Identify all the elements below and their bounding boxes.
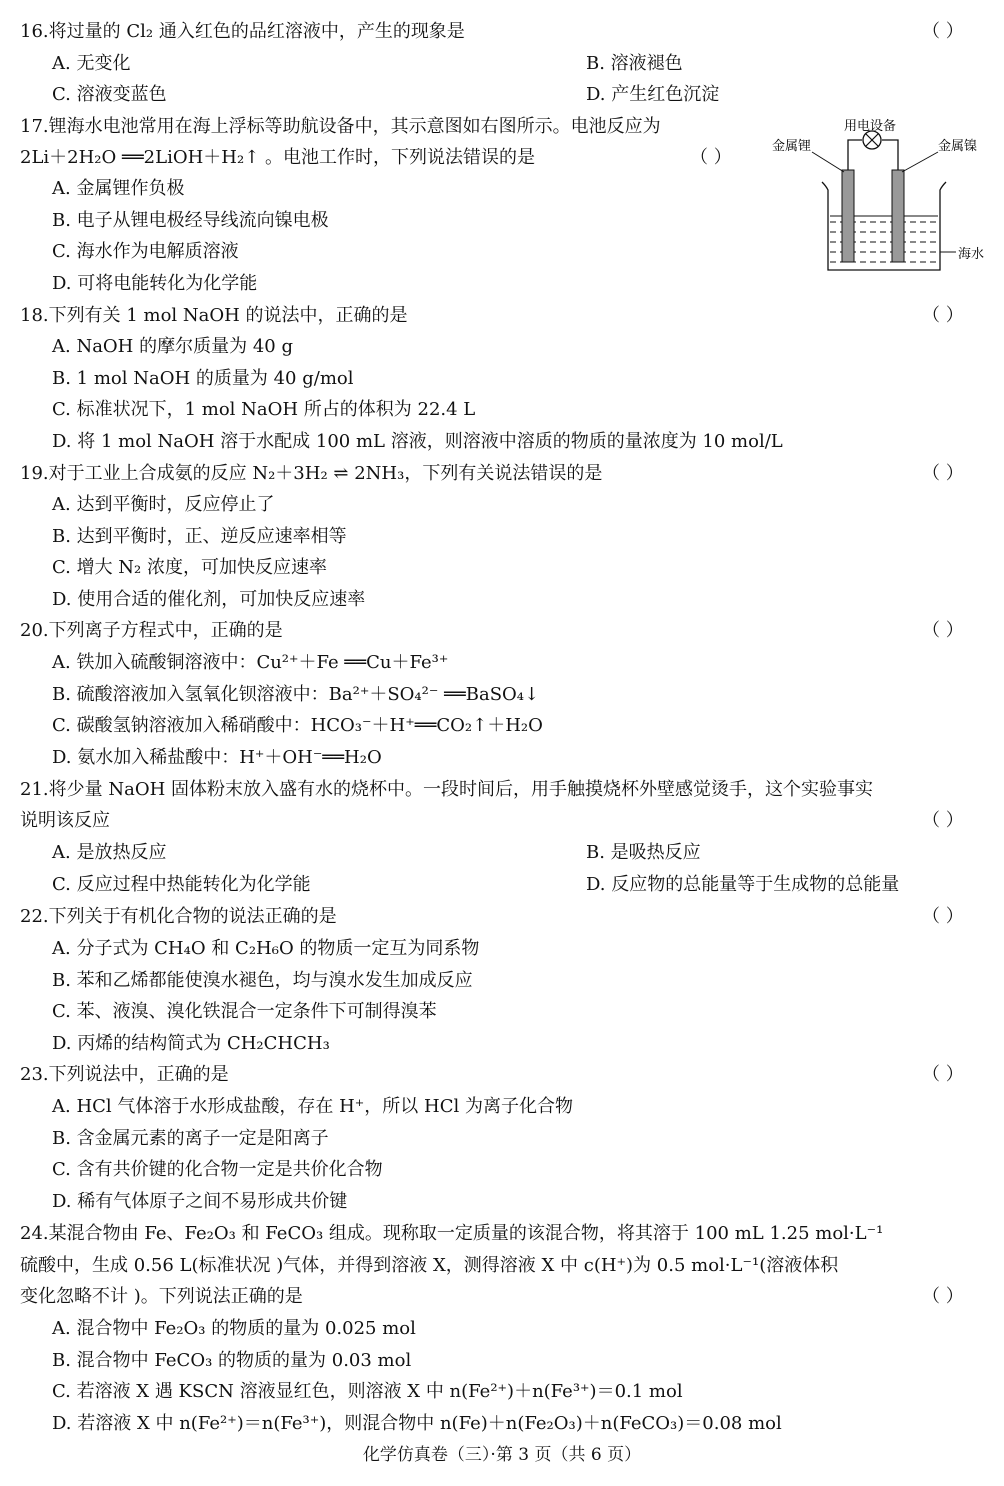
lithium-electrode: [842, 170, 854, 262]
q18-stem: 18.下列有关 1 mol NaOH 的说法中，正确的是: [20, 305, 408, 326]
q21-stem-line1: 21.将少量 NaOH 固体粉末放入盛有水的烧杯中。一段时间后，用手触摸烧杯外壁感觉烫手，这个实验事实: [20, 779, 874, 800]
label-device: 用电设备: [843, 119, 897, 134]
q16-answer-paren: （ ）: [922, 21, 964, 42]
q24-stem-line2: 硫酸中，生成 0.56 L(标准状况 )气体，并得到溶液 X，测得溶液 X 中 c(H⁺)为 0.5 mol·L⁻¹(溶液体积: [20, 1255, 839, 1276]
q20-option-b: B. 硫酸溶液加入氢氧化钡溶液中：Ba²⁺＋SO₄²⁻ ══BaSO₄↓: [52, 684, 540, 705]
q22-option-d: D. 丙烯的结构简式为 CH₂CHCH₃: [52, 1033, 330, 1054]
q21-option-b: B. 是吸热反应: [586, 842, 701, 863]
q17-stem-line1: 17.锂海水电池常用在海上浮标等助航设备中，其示意图如右图所示。电池反应为: [20, 116, 661, 137]
q16-option-b: B. 溶液褪色: [586, 53, 683, 74]
q16-row-ab: [52, 49, 952, 79]
q20-option-a: A. 铁加入硫酸铜溶液中：Cu²⁺＋Fe ══Cu＋Fe³⁺: [52, 652, 449, 673]
label-nickel: 金属镍: [938, 139, 978, 154]
q19-answer-paren: （ ）: [922, 463, 964, 484]
q17-option-b: B. 电子从锂电极经导线流向镍电极: [52, 210, 329, 231]
battery-diagram: [770, 112, 985, 277]
q22-stem: 22.下列关于有机化合物的说法正确的是: [20, 906, 337, 927]
q22-option-b: B. 苯和乙烯都能使溴水褪色，均与溴水发生加成反应: [52, 970, 473, 991]
beaker: [822, 182, 946, 270]
q20-option-d: D. 氨水加入稀盐酸中：H⁺＋OH⁻══H₂O: [52, 747, 382, 768]
q24-option-d: D. 若溶液 X 中 n(Fe²⁺)＝n(Fe³⁺)，则混合物中 n(Fe)＋n(Fe₂O₃)＋n(FeCO₃)＝0.08 mol: [52, 1413, 782, 1434]
q17-option-c: C. 海水作为电解质溶液: [52, 241, 239, 262]
q17-stem-line2: 2Li＋2H₂O ══2LiOH＋H₂↑ 。电池工作时，下列说法错误的是: [20, 147, 536, 168]
q21-option-a: A. 是放热反应: [52, 842, 167, 863]
q24-option-b: B. 混合物中 FeCO₃ 的物质的量为 0.03 mol: [52, 1350, 412, 1371]
q19-option-a: A. 达到平衡时，反应停止了: [52, 494, 275, 515]
q19-option-d: D. 使用合适的催化剂，可加快反应速率: [52, 589, 366, 610]
q23-option-b: B. 含金属元素的离子一定是阳离子: [52, 1128, 329, 1149]
page-footer: 化学仿真卷（三）·第 3 页（共 6 页）: [362, 1445, 642, 1465]
q18-option-c: C. 标准状况下，1 mol NaOH 所占的体积为 22.4 L: [52, 399, 476, 420]
q23-option-c: C. 含有共价键的化合物一定是共价化合物: [52, 1159, 383, 1180]
q19-option-b: B. 达到平衡时，正、逆反应速率相等: [52, 526, 347, 547]
q21-option-d: D. 反应物的总能量等于生成物的总能量: [586, 874, 900, 895]
q20-option-c: C. 碳酸氢钠溶液加入稀硝酸中：HCO₃⁻＋H⁺══CO₂↑＋H₂O: [52, 715, 543, 736]
q19-option-c: C. 增大 N₂ 浓度，可加快反应速率: [52, 557, 327, 578]
q23-stem: 23.下列说法中，正确的是: [20, 1064, 229, 1085]
q24-option-c: C. 若溶液 X 遇 KSCN 溶液显红色，则溶液 X 中 n(Fe²⁺)＋n(Fe³⁺)＝0.1 mol: [52, 1381, 683, 1402]
q24-option-a: A. 混合物中 Fe₂O₃ 的物质的量为 0.025 mol: [52, 1318, 416, 1339]
label-seawater: 海水: [958, 247, 985, 262]
q22-option-c: C. 苯、液溴、溴化铁混合一定条件下可制得溴苯: [52, 1001, 437, 1022]
q20-stem: 20.下列离子方程式中，正确的是: [20, 620, 283, 641]
q16-row-cd: [52, 80, 952, 110]
q17-answer-paren: （ ）: [690, 147, 732, 168]
q17-option-d: D. 可将电能转化为化学能: [52, 273, 258, 294]
q21-option-c: C. 反应过程中热能转化为化学能: [52, 874, 311, 895]
q21-stem-line2: 说明该反应: [20, 810, 110, 831]
label-lithium: 金属锂: [772, 139, 812, 154]
q16-option-c: C. 溶液变蓝色: [52, 84, 167, 105]
q18-answer-paren: （ ）: [922, 305, 964, 326]
q22-option-a: A. 分子式为 CH₄O 和 C₂H₆O 的物质一定互为同系物: [52, 938, 480, 959]
q21-row-ab: [52, 838, 952, 868]
q20-answer-paren: （ ）: [922, 620, 964, 641]
q19-stem: 19.对于工业上合成氨的反应 N₂＋3H₂ ⇌ 2NH₃，下列有关说法错误的是: [20, 463, 603, 484]
q24-stem-line3: 变化忽略不计 )。下列说法正确的是: [20, 1286, 303, 1307]
q23-option-a: A. HCl 气体溶于水形成盐酸，存在 H⁺，所以 HCl 为离子化合物: [52, 1096, 573, 1117]
nickel-electrode: [892, 170, 904, 262]
q21-answer-paren: （ ）: [922, 810, 964, 831]
q18-option-b: B. 1 mol NaOH 的质量为 40 g/mol: [52, 368, 354, 389]
q18-option-a: A. NaOH 的摩尔质量为 40 g: [52, 336, 293, 357]
q16-option-d: D. 产生红色沉淀: [586, 84, 720, 105]
q24-stem-line1: 24.某混合物由 Fe、Fe₂O₃ 和 FeCO₃ 组成。现称取一定质量的该混合物，将其溶于 100 mL 1.25 mol·L⁻¹: [20, 1223, 884, 1244]
q16-stem: 16.将过量的 Cl₂ 通入红色的品红溶液中，产生的现象是: [20, 21, 465, 42]
q18-option-d: D. 将 1 mol NaOH 溶于水配成 100 mL 溶液，则溶液中溶质的物质的量浓度为 10 mol/L: [52, 431, 783, 452]
q23-option-d: D. 稀有气体原子之间不易形成共价键: [52, 1191, 348, 1212]
q22-answer-paren: （ ）: [922, 906, 964, 927]
q16-option-a: A. 无变化: [52, 53, 131, 74]
q21-row-cd: [52, 870, 952, 900]
q24-answer-paren: （ ）: [922, 1286, 964, 1307]
q23-answer-paren: （ ）: [922, 1064, 964, 1085]
q17-option-a: A. 金属锂作负极: [52, 178, 185, 199]
